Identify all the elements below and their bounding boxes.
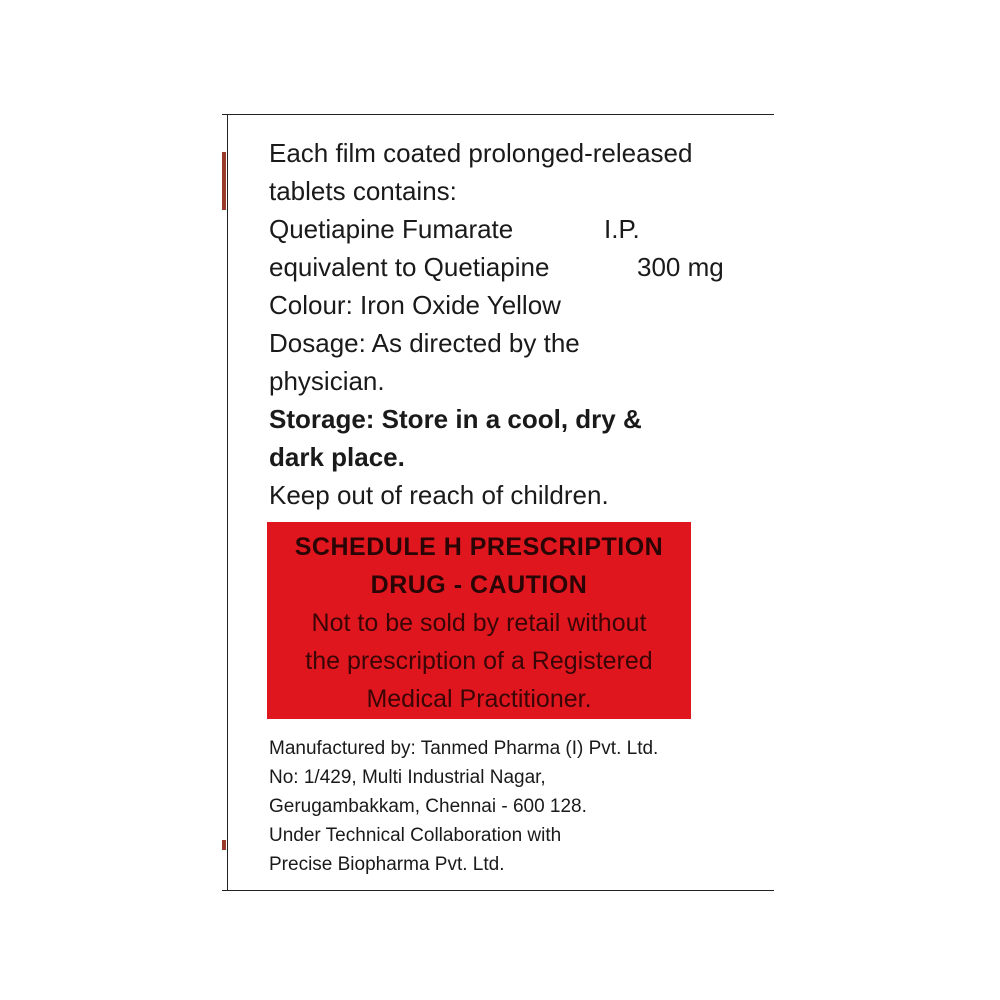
equivalent-row [269,248,749,286]
dosage-line-2: physician. [269,366,385,396]
composition-block [269,134,749,514]
manufacturer-line-3: Gerugambakkam, Chennai - 600 128. [269,796,587,817]
caution-heading-2: DRUG - CAUTION [370,571,588,599]
manufacturer-line-1: Manufactured by: Tanmed Pharma (I) Pvt. Ltd. [269,738,659,759]
bottom-border [222,890,774,891]
children-warning: Keep out of reach of children. [269,480,609,510]
colour-line: Colour: Iron Oxide Yellow [269,290,561,320]
storage-line-2: dark place. [269,442,405,472]
top-border [222,114,774,115]
ingredient-row [269,210,749,248]
manufacturer-line-5: Precise Biopharma Pvt. Ltd. [269,854,505,875]
caution-message-1: Not to be sold by retail without [311,609,647,637]
composition-line-1: Each film coated prolonged-released [269,138,693,168]
dosage-line-1: Dosage: As directed by the [269,328,580,358]
manufacturer-line-4: Under Technical Collaboration with [269,825,562,846]
manufacturer-line-2: No: 1/429, Multi Industrial Nagar, [269,767,546,788]
manufacturer-block [269,734,749,879]
caution-message-3: Medical Practitioner. [366,685,592,713]
schedule-h-caution-box [267,522,691,719]
left-border [227,114,228,891]
caution-heading-1: SCHEDULE H PRESCRIPTION [294,533,664,561]
composition-line-2: tablets contains: [269,176,457,206]
caution-message-2: the prescription of a Registered [305,647,653,675]
registration-mark [222,152,226,210]
registration-mark-small [222,840,226,850]
ingredient-name: Quetiapine Fumarate [269,214,514,244]
ingredient-standard: I.P. [604,214,640,244]
equivalent-label: equivalent to Quetiapine [269,252,550,282]
strength-value: 300 mg [637,252,724,282]
storage-line-1: Storage: Store in a cool, dry & [269,404,642,434]
